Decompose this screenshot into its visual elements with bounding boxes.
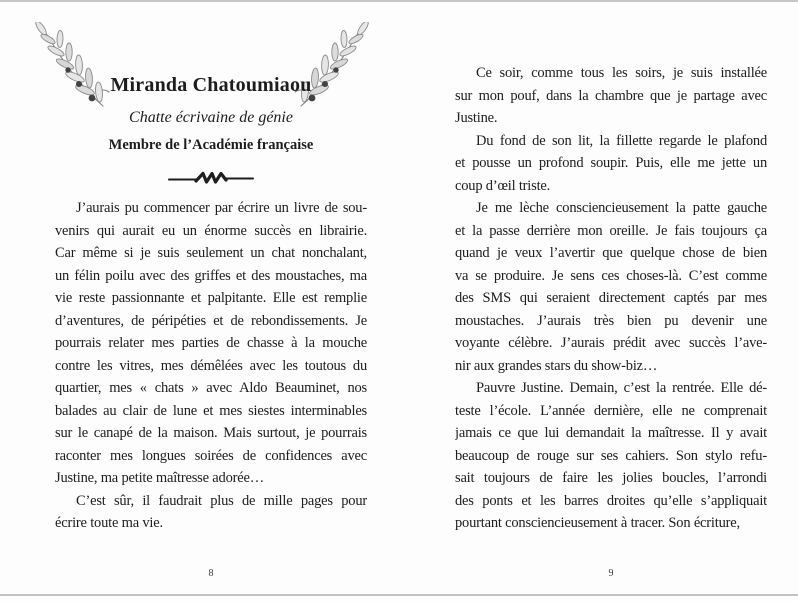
page-number-right: 9 [608, 568, 614, 579]
text-line: Ce soir, comme tous les soirs, je suis installée [476, 65, 767, 81]
text-line: quartier, mes « chats » avec Aldo Beauminet, nos [55, 380, 367, 396]
text-line: jamais ce que lui demandait la maîtresse. Il y avait [455, 425, 767, 441]
text-line: beaucoup de rouge sur ses cahiers. Son stylo refu- [455, 447, 767, 464]
text-line: et la passe derrière mon oreille. Je fais toujours ça [455, 222, 767, 239]
text-line: Car même si je suis seulement un chat nonchalant, [55, 245, 367, 261]
right-page-text [455, 62, 767, 535]
text-line: Justine, ma petite maîtresse adorée… [55, 470, 265, 486]
text-line: J’aurais pu commencer par écrire un livre de sou- [76, 200, 367, 216]
right-page [455, 0, 767, 601]
paragraph [455, 130, 767, 198]
paragraph [455, 377, 767, 535]
page-number-left: 8 [208, 568, 214, 579]
text-line: écrire toute ma vie. [55, 515, 163, 531]
text-line: balades au clair de lune et mes siestes interminables [55, 402, 367, 419]
olive-branch-right-icon [293, 22, 371, 114]
text-line: vie reste passionnante et palpitante. Elle est remplie [55, 290, 367, 306]
text-line: raconter mes longues soirées de confidences avec [55, 447, 367, 464]
text-line: voyante célèbre. J’aurais prédit avec succès l’ave- [455, 335, 767, 351]
text-line: coup d’œil triste. [455, 177, 551, 194]
text-line: Je me lèche consciencieusement la patte gauche [476, 200, 767, 216]
author-subtitle: Chatte écrivaine de génie [129, 109, 293, 126]
paragraph [455, 197, 767, 377]
text-line: nir aux grandes stars du show-biz… [455, 357, 658, 374]
text-line: pourrais relater mes parties de chasse à la mouche [55, 335, 367, 351]
text-line: sait toujours de faire les jolies boucles, l’arrondi [455, 470, 767, 486]
author-affiliation: Membre de l’Académie française [108, 137, 314, 153]
olive-branch-left-icon [33, 22, 111, 114]
text-line: teste l’école. L’année dernière, elle ne comprenait [455, 402, 767, 419]
text-line: pourtant consciencieusement à tracer. Son écriture, [455, 515, 740, 531]
text-line: sur le canapé de la maison. Mais surtout, je pourrais [55, 425, 367, 441]
text-line: Du fond de son lit, la fillette regarde le plafond [476, 132, 767, 149]
left-page-text [55, 197, 367, 535]
text-line: et pousse un profond soupir. Puis, elle me jette un [455, 155, 767, 171]
paragraph [455, 62, 767, 130]
rope-knot-divider-icon [167, 170, 255, 186]
text-line: moustaches. J’aurais très bien pu devenir une [455, 312, 767, 329]
bottom-frame-border [0, 594, 798, 596]
text-line: contre les vitres, mes démêlées avec les toutous du [55, 357, 367, 374]
paragraph [55, 197, 367, 490]
paragraph [55, 490, 367, 535]
left-page [55, 0, 367, 601]
text-line: venirs qui aurait eu un énorme succès en librairie. [55, 222, 367, 239]
text-line: des ponts et les barres droites qu’elle s’appliquait [455, 492, 767, 509]
text-line: quand je veux l’avertir que quelque chose de bien [455, 245, 767, 261]
text-line: va se produire. Je sens ces choses-là. C’est comme [455, 267, 767, 284]
text-line: sur mon pouf, dans la chambre que je partage avec [455, 87, 767, 104]
text-line: Pauvre Justine. Demain, c’est la rentrée. Elle dé- [476, 380, 767, 396]
text-line: un félin poilu avec des griffes et des moustaches, ma [55, 267, 367, 284]
text-line: C’est sûr, il faudrait plus de mille pages pour [76, 492, 367, 509]
text-line: des SMS qui seraient directement captés par mes [455, 290, 767, 306]
author-title: Miranda Chatoumiaou [110, 74, 312, 96]
chapter-header [55, 0, 367, 192]
text-line: Justine. [455, 110, 498, 126]
text-line: d’aventures, de péripéties et de rebondissements. Je [55, 312, 367, 329]
